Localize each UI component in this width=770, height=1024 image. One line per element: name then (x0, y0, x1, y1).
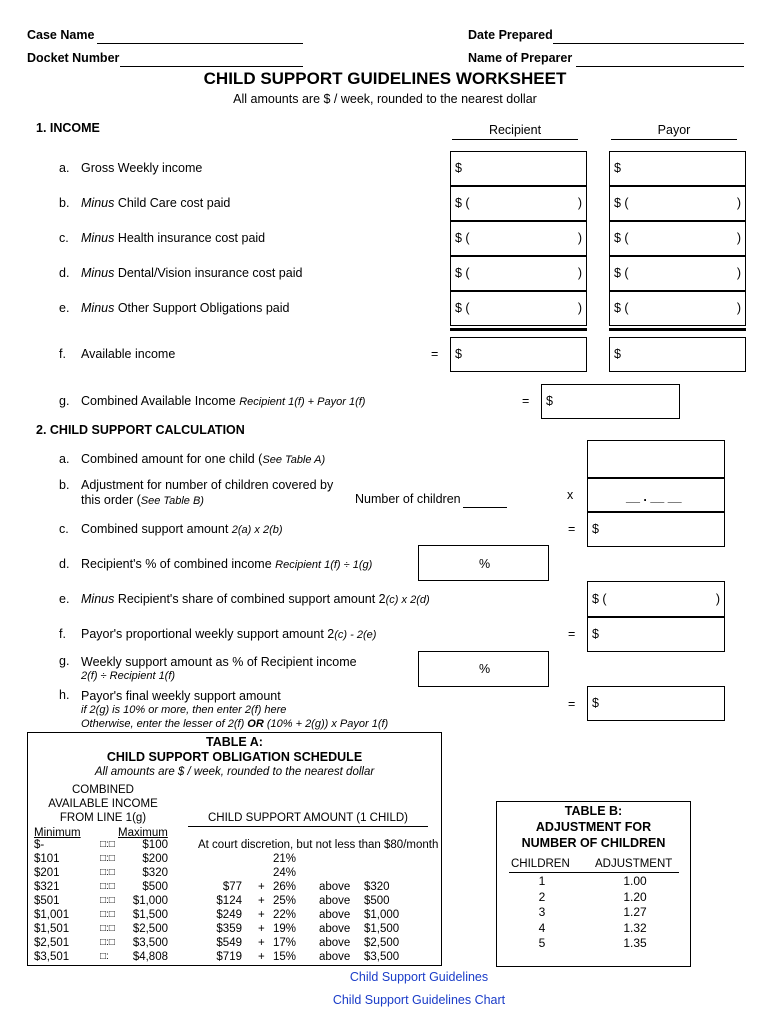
payor-gross-income-box[interactable]: $ (609, 151, 746, 186)
income-min: $501 (34, 895, 60, 907)
row-letter: d. (59, 557, 70, 571)
recipient-header-rule (452, 139, 578, 140)
case-name-field[interactable] (97, 43, 303, 44)
income-min: $1,501 (34, 923, 70, 935)
above-label: above (319, 895, 351, 907)
adjustment-label-line2: this order (See Table B) (81, 493, 204, 507)
docket-number-label: Docket Number (27, 51, 120, 65)
pct-24: 24% (273, 867, 297, 879)
range-separator: □:□ (100, 895, 115, 906)
payor-other-support-box[interactable]: $ ( ) (609, 291, 746, 326)
recipient-percent-label: Recipient's % of combined income Recipient 1(f) ÷ 1(g) (81, 557, 373, 571)
table-a-subtitle: CHILD SUPPORT OBLIGATION SCHEDULE (106, 750, 363, 764)
base-amount: $549 (216, 937, 242, 949)
plus-sign: + (258, 923, 265, 935)
number-of-children-label: Number of children (355, 492, 461, 506)
income-max: $100 (142, 839, 168, 851)
rate-percent: 26% (273, 881, 297, 893)
row-letter-g: g. (59, 394, 70, 408)
rate-percent: 15% (273, 951, 297, 963)
table-b-subtitle2: NUMBER OF CHILDREN (521, 836, 666, 850)
income-min: $101 (34, 853, 60, 865)
table-a-note: All amounts are $ / week, rounded to the nearest dollar (94, 766, 375, 778)
payor-final-label: Payor's final weekly support amount (81, 689, 281, 703)
recipient-other-support-box[interactable]: $ ( ) (450, 291, 587, 326)
combined-income-box[interactable]: $ (541, 384, 680, 419)
case-name-label: Case Name (27, 28, 95, 42)
support-header-rule (188, 826, 428, 827)
income-min: $201 (34, 867, 60, 879)
times-sign: x (567, 488, 574, 502)
equals-sign: = (568, 627, 576, 641)
equals-sign: = (568, 522, 576, 536)
rate-percent: 22% (273, 909, 297, 921)
payor-final-note2: Otherwise, enter the lesser of 2(f) OR (10% + 2(g)) x Payor 1(f) (81, 718, 389, 730)
plus-sign: + (258, 881, 265, 893)
row-letter: a. (59, 161, 70, 175)
recipient-health-insurance-box[interactable]: $ ( ) (450, 221, 587, 256)
income-min: $3,501 (34, 951, 70, 963)
row-letter: e. (59, 301, 70, 315)
children-count: 1 (538, 874, 546, 888)
guidelines-chart-link[interactable]: Child Support Guidelines Chart (332, 993, 506, 1007)
above-label: above (319, 881, 351, 893)
guidelines-link[interactable]: Child Support Guidelines (349, 970, 489, 984)
above-label: above (319, 909, 351, 921)
adjustment-factor: 1.35 (623, 936, 647, 950)
range-separator: □:□ (100, 909, 115, 920)
threshold-amount: $3,500 (364, 951, 400, 963)
income-max: $320 (142, 867, 168, 879)
adjustment-factor: 1.00 (623, 874, 647, 888)
income-max: $1,000 (132, 895, 168, 907)
income-min: $321 (34, 881, 60, 893)
threshold-amount: $320 (364, 881, 390, 893)
date-prepared-field[interactable] (553, 43, 744, 44)
preparer-field[interactable] (576, 66, 744, 67)
page-subtitle: All amounts are $ / week, rounded to the nearest dollar (233, 92, 537, 106)
row-letter: c. (59, 522, 69, 536)
income-max: $2,500 (132, 923, 168, 935)
table-b-subtitle1: ADJUSTMENT FOR (535, 820, 652, 834)
preparer-label: Name of Preparer (468, 51, 573, 65)
range-separator: □:□ (100, 839, 115, 850)
available-income-label: Available income (81, 347, 176, 361)
above-label: above (319, 923, 351, 935)
payor-final-box[interactable]: $ (587, 686, 725, 721)
row-letter: f. (59, 627, 66, 641)
equals-sign: = (431, 347, 439, 361)
table-b-header-rule (509, 872, 679, 873)
children-column-header: CHILDREN (511, 858, 570, 870)
threshold-amount: $1,500 (364, 923, 400, 935)
row-letter: g. (59, 654, 70, 668)
adjustment-label-line1: Adjustment for number of children covered by (81, 478, 334, 492)
minimum-header: Minimum (34, 827, 81, 839)
plus-sign: + (258, 909, 265, 921)
range-separator: □:□ (100, 923, 115, 934)
equals-sign: = (522, 394, 530, 408)
row-letter: b. (59, 196, 70, 210)
row-letter: h. (59, 688, 70, 702)
row-letter: d. (59, 266, 70, 280)
combined-header-2: AVAILABLE INCOME (48, 798, 158, 810)
base-amount: $359 (216, 923, 242, 935)
combined-income-label: Combined Available Income Recipient 1(f) + Payor 1(f) (81, 394, 366, 408)
income-min: $- (34, 839, 45, 851)
row-letter-f: f. (59, 347, 66, 361)
row-label: Minus Health insurance cost paid (81, 231, 266, 245)
table-a-title: TABLE A: (206, 735, 263, 749)
combined-support-box[interactable]: $ (587, 512, 725, 547)
recipient-child-care-box[interactable]: $ ( ) (450, 186, 587, 221)
weekly-percent-formula: 2(f) ÷ Recipient 1(f) (81, 670, 176, 682)
combined-header-3: FROM LINE 1(g) (59, 812, 147, 824)
recipient-total-rule (450, 328, 587, 331)
pct-21: 21% (273, 853, 297, 865)
payor-total-rule (609, 328, 746, 331)
above-label: above (319, 951, 351, 963)
income-min: $1,001 (34, 909, 70, 921)
table-a (27, 732, 442, 966)
table-b (496, 801, 691, 967)
adjustment-column-header: ADJUSTMENT (595, 858, 673, 870)
adjustment-blanks: __ . __ __ (626, 490, 682, 504)
income-max: $3,500 (132, 937, 168, 949)
income-max: $4,808 (132, 951, 168, 963)
threshold-amount: $1,000 (364, 909, 400, 921)
rate-percent: 19% (273, 923, 297, 935)
plus-sign: + (258, 937, 265, 949)
adjustment-factor: 1.27 (623, 905, 647, 919)
weekly-percent-box[interactable]: % (418, 651, 549, 687)
payor-final-note1: if 2(g) is 10% or more, then enter 2(f) here (81, 704, 287, 716)
above-label: above (319, 937, 351, 949)
combined-header-1: COMBINED (72, 784, 134, 796)
payor-header-rule (611, 139, 737, 140)
rate-percent: 25% (273, 895, 297, 907)
payor-proportional-box[interactable]: $ (587, 617, 725, 652)
row-label: Minus Other Support Obligations paid (81, 301, 290, 315)
recipient-column-header: Recipient (488, 123, 542, 137)
rate-percent: 17% (273, 937, 297, 949)
row-letter: b. (59, 478, 70, 492)
recipient-share-label: Minus Recipient's share of combined support amount 2(c) x 2(d) (81, 592, 430, 606)
income-max: $1,500 (132, 909, 168, 921)
threshold-amount: $500 (364, 895, 390, 907)
base-amount: $77 (222, 881, 242, 893)
base-amount: $249 (216, 909, 242, 921)
discretion-note: At court discretion, but not less than $80/month (198, 839, 439, 851)
income-min: $2,501 (34, 937, 70, 949)
equals-sign: = (568, 697, 576, 711)
recipient-dental-vision-box[interactable]: $ ( ) (450, 256, 587, 291)
recipient-available-income-box[interactable]: $ (450, 337, 587, 372)
range-separator: □:□ (100, 853, 115, 864)
row-label: Minus Child Care cost paid (81, 196, 231, 210)
maximum-header: Maximum (118, 827, 168, 839)
table-b-title: TABLE B: (564, 804, 623, 818)
plus-sign: + (258, 951, 265, 963)
base-amount: $719 (216, 951, 242, 963)
recipient-percent-box[interactable]: % (418, 545, 549, 581)
adjustment-factor-box[interactable] (587, 478, 725, 512)
base-amount: $124 (216, 895, 242, 907)
payor-health-insurance-box[interactable]: $ ( ) (609, 221, 746, 256)
range-separator: □:□ (100, 867, 115, 878)
weekly-percent-label: Weekly support amount as % of Recipient income (81, 655, 357, 669)
range-separator: □: (100, 951, 109, 962)
adjustment-factor: 1.32 (623, 920, 647, 935)
combined-one-child-label: Combined amount for one child (See Table A) (81, 452, 326, 466)
recipient-gross-income-box[interactable]: $ (450, 151, 587, 186)
support-amount-header: CHILD SUPPORT AMOUNT (1 CHILD) (207, 812, 408, 824)
combined-support-label: Combined support amount 2(a) x 2(b) (81, 522, 283, 536)
children-count: 2 (538, 889, 546, 904)
income-max: $500 (142, 881, 168, 893)
children-count: 4 (538, 920, 546, 935)
threshold-amount: $2,500 (364, 937, 400, 949)
income-max: $200 (142, 853, 168, 865)
range-separator: □:□ (100, 881, 115, 892)
payor-column-header: Payor (657, 123, 691, 137)
plus-sign: + (258, 895, 265, 907)
payor-child-care-box[interactable]: $ ( ) (609, 186, 746, 221)
row-label: Minus Dental/Vision insurance cost paid (81, 266, 303, 280)
adjustment-factor: 1.20 (623, 889, 647, 904)
combined-one-child-box[interactable] (587, 440, 725, 478)
calculation-heading: 2. CHILD SUPPORT CALCULATION (36, 423, 245, 437)
payor-available-income-box[interactable]: $ (609, 337, 746, 372)
row-letter: e. (59, 592, 70, 606)
payor-proportional-label: Payor's proportional weekly support amount 2(c) - 2(e) (81, 627, 377, 641)
children-count: 5 (538, 936, 546, 950)
date-prepared-label: Date Prepared (468, 28, 553, 42)
row-label: Gross Weekly income (81, 161, 203, 175)
docket-number-field[interactable] (120, 66, 303, 67)
row-letter: a. (59, 452, 70, 466)
income-heading: 1. INCOME (36, 121, 100, 135)
children-count: 3 (538, 905, 546, 919)
number-of-children-field[interactable] (463, 507, 507, 508)
page-title: CHILD SUPPORT GUIDELINES WORKSHEET (203, 69, 567, 88)
range-separator: □:□ (100, 937, 115, 948)
row-letter: c. (59, 231, 69, 245)
recipient-share-box[interactable]: $ ( ) (587, 581, 725, 617)
payor-dental-vision-box[interactable]: $ ( ) (609, 256, 746, 291)
